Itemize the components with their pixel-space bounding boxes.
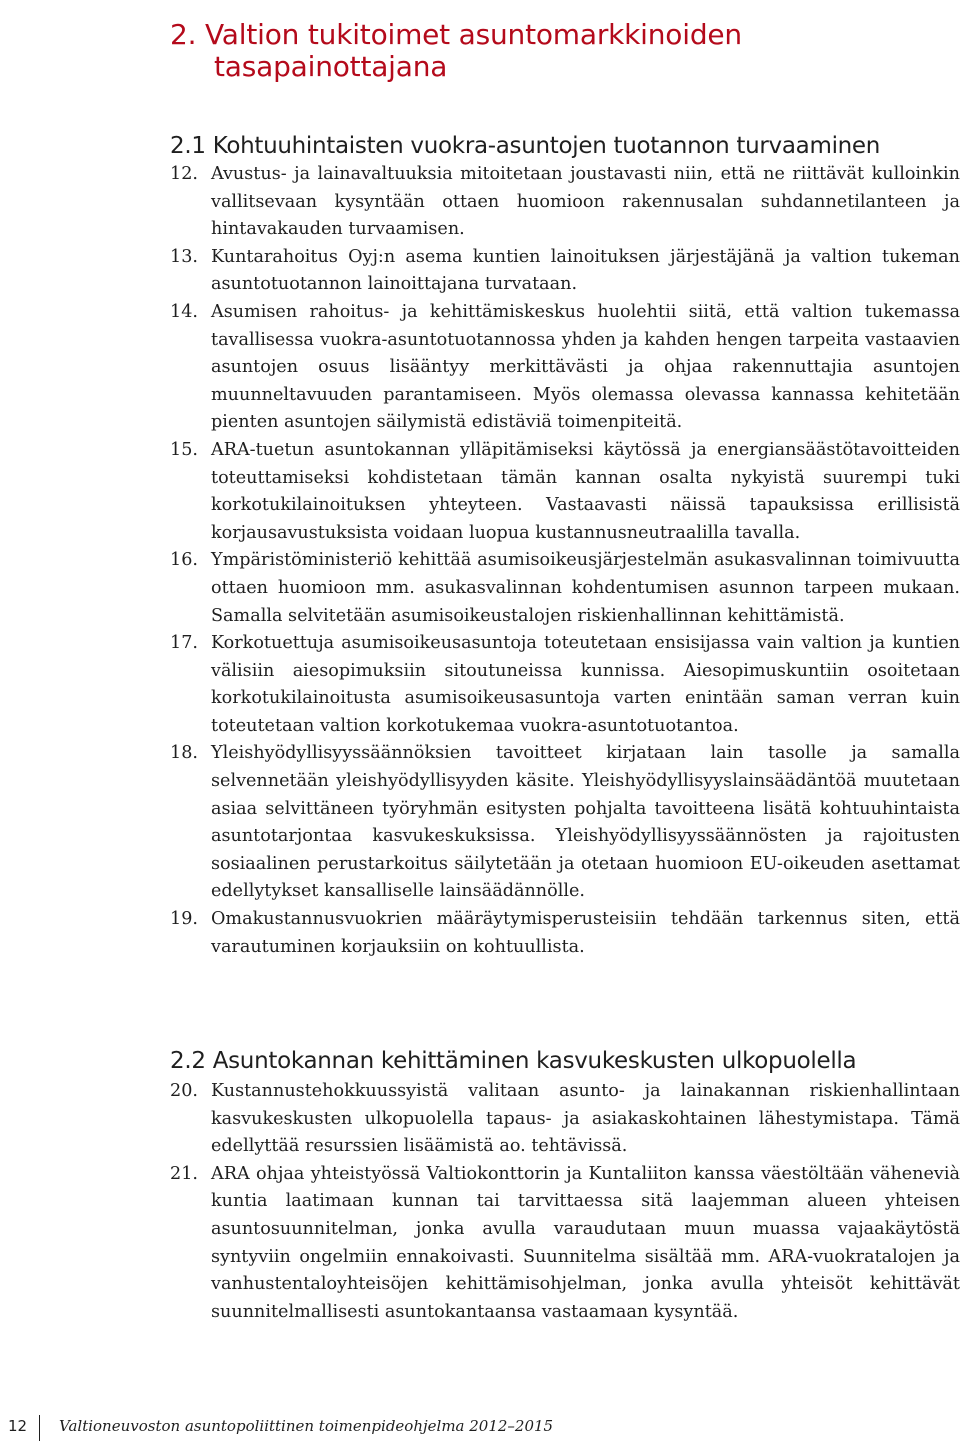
section-heading-2-1: 2.1 Kohtuuhintaisten vuokra-asuntojen tuotannon turvaaminen bbox=[170, 133, 881, 160]
item-text: Asumisen rahoitus- ja kehittämiskeskus huolehtii siitä, että valtion tukemassa tavallisessa vuokra-asuntotuotannossa yhden ja kahden hengen tarpeita vastaavien asuntojen osuus lisääntyy merkittävästi ja ohjaa rakennuttajia asuntojen muunneltavuuden parantamiseen. Myös olemassa olevassa kannassa kehitetään pienten asuntojen säilymistä edistäviä toimenpiteitä. bbox=[211, 301, 960, 433]
item-text: ARA-tuetun asuntokannan ylläpitämiseksi käytössä ja energiansäästötavoitteiden toteuttamiseksi kohdistetaan tämän kannan osalta nykyistä suurempi tuki korkotukilainoituksen yhteyteen. Vastaavasti näissä tapauksissa erillisistä korjausavustuksista voidaan luopua kustannusneutraalilla tavalla. bbox=[211, 439, 960, 543]
item-number: 13. bbox=[170, 246, 198, 267]
item-text: Yleishyödyllisyyssäännöksien tavoitteet kirjataan lain tasolle ja samalla selvennetään yleishyödyllisyyden käsite. Yleishyödyllisyyslainsäädäntöä muutetaan asiaa selvittäneen työryhmän esitysten pohjalta tavoitteena lisätä kohtuuhintaista asuntotarjontaa kasvukeskuksissa. Yleishyödyllisyyssäännösten ja rajoitusten sosiaalinen perustarkoitus säilytetään ja otetaan huomioon EU-oikeuden asettamat edellytykset kansalliselle lainsäädännölle. bbox=[211, 743, 960, 902]
item-number: 21. bbox=[170, 1163, 198, 1184]
section-2-list bbox=[170, 1078, 960, 1326]
item-text: Avustus- ja lainavaltuuksia mitoitetaan joustavasti niin, että ne riittävät kulloinkin vallitsevaan kysyntään ottaen huomioon rakennusalan suhdannetilanteen ja hintavakauden turvaamisen. bbox=[211, 164, 960, 240]
list-item bbox=[170, 547, 960, 630]
list-item bbox=[170, 1161, 960, 1327]
item-text: Korkotuettuja asumisoikeusasuntoja toteutetaan ensisijassa vain valtion ja kuntien välisiin aiesopimuksiin sitoutuneissa kunnissa. Aiesopimuskuntiin osoitetaan korkotukilainoitusta asumisoikeusasuntoja varten enintään saman verran kuin toteutetaan valtion korkotukemaa vuokra-asuntotuotantoa. bbox=[211, 633, 960, 736]
item-text: Omakustannusvuokrien määräytymisperusteisiin tehdään tarkennus siten, että varautuminen korjauksiin on kohtuullista. bbox=[211, 909, 960, 957]
item-text: Ympäristöministeriö kehittää asumisoikeusjärjestelmän asukasvalinnan toimivuutta ottaen huomioon mm. asukasvalinnan kohdentumisen asunnon tarpeen mukaan. Samalla selvitetään asumisoikeustalojen riskienhallinnan kehittämistä. bbox=[211, 550, 960, 626]
chapter-heading-line2: tasapainottajana bbox=[214, 49, 448, 83]
page-footer bbox=[0, 1415, 960, 1441]
item-number: 20. bbox=[170, 1081, 198, 1101]
item-number: 18. bbox=[170, 743, 198, 764]
list-item bbox=[170, 630, 960, 740]
chapter-heading bbox=[170, 19, 930, 83]
item-text: ARA ohjaa yhteistyössä Valtiokonttorin ja Kuntaliiton kanssa väestöltään vähenevià kuntia laatimaan kunnan tai tarvittaessa sitä laajemman alueen yhteisen asuntosuunnitelman, jonka avulla varaudutaan muun muassa vajaakäytöstä syntyviin ongelmiin ennakoivasti. Suunnitelma sisältää mm. ARA-vuokratalojen ja vanhustentaloyhteisöjen kehittämisohjelman, jonka avulla yhteisöt kehittävät suunnitelmallisesti asuntokantaansa vastaamaan kysyntää. bbox=[211, 1163, 960, 1322]
item-number: 17. bbox=[170, 633, 198, 654]
item-text: Kuntarahoitus Oyj:n asema kuntien lainoituksen järjestäjänä ja valtion tukeman asuntotuotannon lainoittajana turvataan. bbox=[211, 246, 960, 295]
list-item bbox=[170, 437, 960, 547]
item-text: Kustannustehokkuussyistä valitaan asunto- ja lainakannan riskienhallintaan kasvukeskusten ulkopuolella tapaus- ja asiakaskohtainen lähestymistapa. Tämä edellyttää resurssien lisäämistä ao. tehtävissä. bbox=[211, 1081, 960, 1157]
list-item bbox=[170, 740, 960, 906]
list-item bbox=[170, 299, 960, 437]
item-number: 15. bbox=[170, 439, 198, 460]
list-item bbox=[170, 161, 960, 244]
section-heading-2-2: 2.2 Asuntokannan kehittäminen kasvukeskusten ulkopuolella bbox=[170, 1048, 857, 1075]
page-number: 12 bbox=[8, 1417, 28, 1435]
item-number: 12. bbox=[170, 164, 198, 184]
list-item bbox=[170, 906, 960, 961]
section-1-list bbox=[170, 161, 960, 961]
chapter-heading-line1: 2. Valtion tukitoimet asuntomarkkinoiden bbox=[170, 17, 742, 51]
footer-title: Valtioneuvoston asuntopoliittinen toimenpideohjelma 2012–2015 bbox=[59, 1417, 554, 1435]
item-number: 14. bbox=[170, 301, 198, 322]
item-number: 16. bbox=[170, 550, 198, 571]
item-number: 19. bbox=[170, 909, 198, 930]
list-item bbox=[170, 1078, 960, 1161]
footer-divider bbox=[39, 1415, 40, 1441]
list-item bbox=[170, 244, 960, 299]
